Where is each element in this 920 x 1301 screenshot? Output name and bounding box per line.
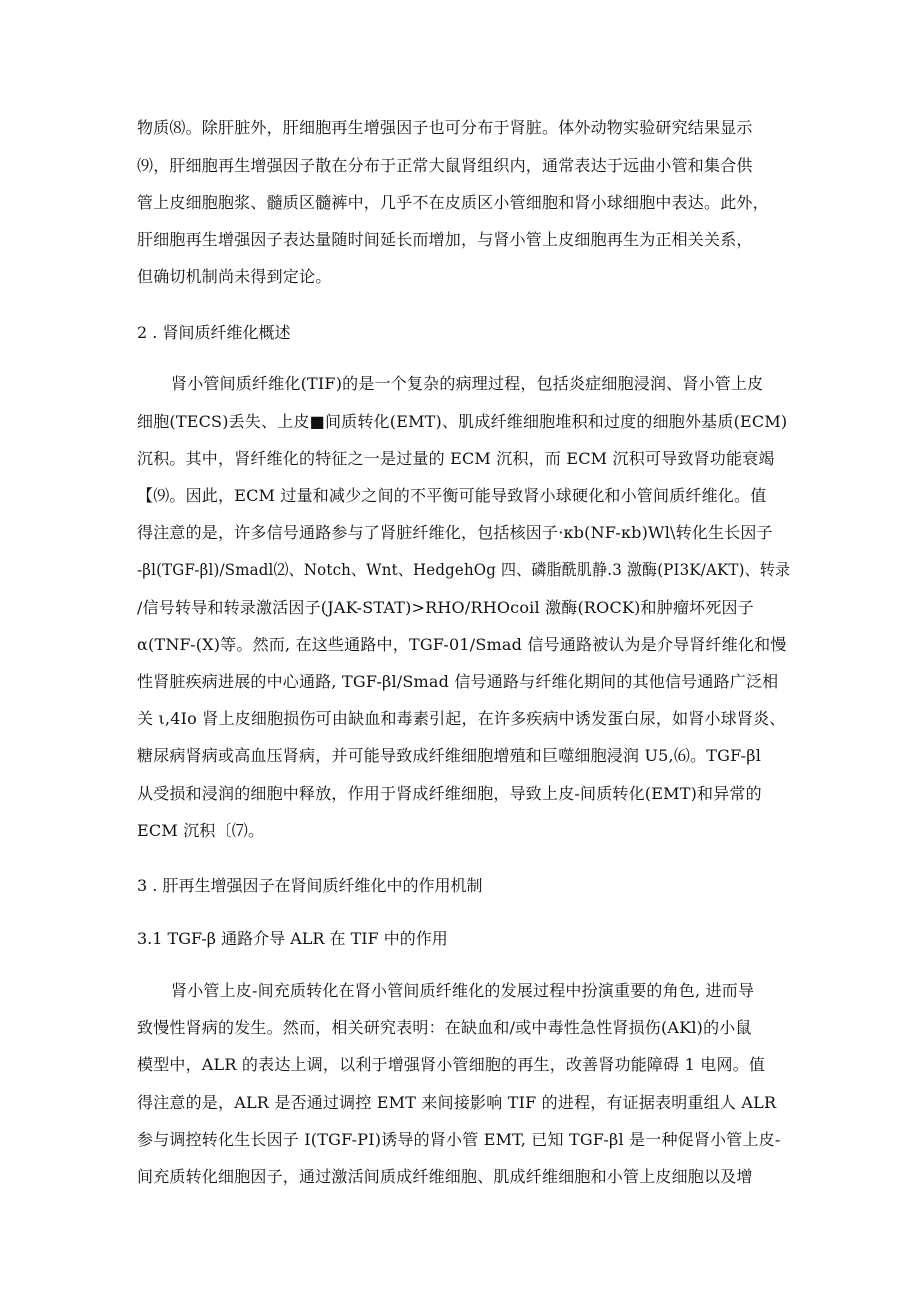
text-line: 肾小管间质纤维化(TIF)的是一个复杂的病理过程，包括炎症细胞浸润、肾小管上皮	[171, 374, 764, 393]
text-line: /信号转导和转录激活因子(JAK-STAT)>RHO/RHOcoil 激酶(ROCK)和肿瘤坏死因子	[137, 598, 754, 617]
text-line: ECM 沉积〔⑺。	[137, 821, 265, 840]
text-line: 物质⑻。除肝脏外，肝细胞再生增强因子也可分布于肾脏。体外动物实验研究结果显示	[137, 118, 753, 137]
text-line: -βl(TGF-βl)/Smadl⑵、Notch、Wnt、HedgehOg 四、磷脂酰肌静.3 激酶(PI3K/AKT)、转录	[137, 560, 791, 579]
text-line: α(TNF-(X)等。然而, 在这些通路中，TGF-01/Smad 信号通路被认为是介导肾纤维化和慢	[137, 635, 787, 654]
text-line: 细胞(TECS)丢失、上皮■间质转化(EMT)、肌成纤维细胞堆积和过度的细胞外基质(ECM)	[137, 412, 788, 431]
text-line: 关 ι,4Io 肾上皮细胞损伤可由缺血和毒素引起，在许多疾病中诱发蛋白尿，如肾小球肾炎、	[137, 709, 786, 728]
text-line: 模型中，ALR 的表达上调，以利于增强肾小管细胞的再生，改善肾功能障碍 1 电网。值	[137, 1055, 766, 1074]
text-line: 得注意的是，ALR 是否通过调控 EMT 来间接影响 TIF 的进程，有证据表明重组人 ALR	[137, 1093, 777, 1112]
text-line: 肾小管上皮-间充质转化在肾小管间质纤维化的发展过程中扮演重要的角色, 进而导	[171, 981, 755, 1000]
section-heading-3: 3 . 肝再生增强因子在肾间质纤维化中的作用机制	[137, 876, 483, 895]
section-heading-3-1: 3.1 TGF-β 通路介导 ALR 在 TIF 中的作用	[137, 929, 448, 948]
section-heading-2: 2 . 肾间质纤维化概述	[137, 323, 291, 342]
text-line: 糖尿病肾病或高血压肾病，并可能导致成纤维细胞增殖和巨噬细胞浸润 U5,⑹。TGF-βl	[137, 746, 762, 765]
text-line: 间充质转化细胞因子，通过激活间质成纤维细胞、肌成纤维细胞和小管上皮细胞以及增	[137, 1167, 753, 1186]
text-line: 从受损和浸润的细胞中释放，作用于肾成纤维细胞，导致上皮-间质转化(EMT)和异常的	[137, 784, 762, 803]
text-line: 得注意的是，许多信号通路参与了肾脏纤维化，包括核因子·κb(NF-κb)Wl\转化生长因子	[137, 523, 773, 542]
text-line: 参与调控转化生长因子 I(TGF-PI)诱导的肾小管 EMT, 已知 TGF-βl 是一种促肾小管上皮-	[137, 1130, 781, 1149]
text-line: 但确切机制尚未得到定论。	[137, 267, 332, 286]
text-line: 肝细胞再生增强因子表达量随时间延长而增加，与肾小管上皮细胞再生为正相关关系，	[137, 230, 753, 249]
text-line: ⑼，肝细胞再生增强因子散在分布于正常大鼠肾组织内，通常表达于远曲小管和集合供	[137, 156, 753, 175]
text-line: 【⑼。因此，ECM 过量和减少之间的不平衡可能导致肾小球硬化和小管间质纤维化。值	[137, 486, 767, 505]
text-line: 管上皮细胞胞浆、髓质区髓裤中，几乎不在皮质区小管细胞和肾小球细胞中表达。此外，	[137, 193, 769, 212]
text-line: 沉积。其中，肾纤维化的特征之一是过量的 ECM 沉积，而 ECM 沉积可导致肾功能衰竭	[137, 449, 775, 468]
text-line: 致慢性肾病的发生。然而，相关研究表明：在缺血和/或中毒性急性肾损伤(AKl)的小鼠	[137, 1018, 752, 1037]
text-line: 性肾脏疾病进展的中心通路, TGF-βl/Smad 信号通路与纤维化期间的其他信号通路广泛相	[137, 672, 779, 691]
